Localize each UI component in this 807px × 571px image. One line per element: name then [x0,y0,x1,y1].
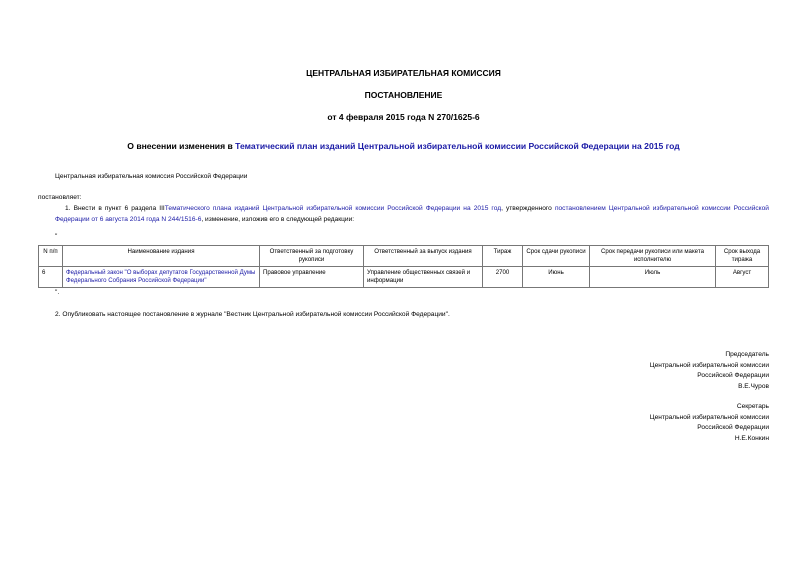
quote-open: " [55,233,58,240]
resolves-text: постановляет: [38,194,82,201]
item-1-text-a: 1. Внести в пункт 6 раздела III [65,205,165,212]
cell-prep: Правовое управление [260,267,364,288]
cell-manuscript: Июнь [523,267,590,288]
col-header-copies: Тираж [483,246,523,267]
cell-output: Август [716,267,769,288]
document-date-number: от 4 февраля 2015 года N 270/1625-6 [327,112,480,122]
item-1-plan-link[interactable]: Тематического плана изданий Центральной избирательной комиссии Российской Федерации на 2015 год [164,205,502,212]
document-type: ПОСТАНОВЛЕНИЕ [364,90,443,100]
cell-copies: 2700 [483,267,523,288]
item-1-paragraph [55,203,769,225]
plan-table [38,245,769,288]
signature-org-line-1: Центральной избирательной комиссии [649,361,769,369]
item-1-text-c: , изменение, изложив его в следующей редакции: [201,216,355,223]
col-header-num: N п/п [39,246,63,267]
signature-org-line-1: Центральной избирательной комиссии [649,413,769,421]
commission-name: Центральная избирательная комиссия Российской Федерации [55,173,248,180]
col-header-prep: Ответственный за подготовку рукописи [260,246,364,267]
item-1-text-b: , утвержденного [501,205,555,212]
item-1-resolution-link[interactable]: постановлением Центральной избирательной комиссии Российской Федерации от 6 августа 2014 года N 244/1516-6 [55,205,769,223]
col-header-transfer: Срок передачи рукописи или макета исполнителю [590,246,716,267]
signature-role: Председатель [725,351,769,358]
organization-heading: ЦЕНТРАЛЬНАЯ ИЗБИРАТЕЛЬНАЯ КОМИССИЯ [306,68,501,78]
cell-num: 6 [39,267,63,288]
col-header-release: Ответственный за выпуск издания [364,246,483,267]
col-header-manuscript: Срок сдачи рукописи [523,246,590,267]
table-header-row [39,246,769,267]
signature-role: Секретарь [736,403,769,410]
title-prefix: О внесении изменения в [127,141,236,151]
signature-chairman [569,350,769,392]
signature-secretary [569,402,769,444]
signature-name: Н.Е.Конкин [734,434,769,442]
cell-transfer: Июль [590,267,716,288]
item-2-paragraph: 2. Опубликовать настоящее постановление в журнале "Вестник Центральной избирательной комиссии Российской Федерации". [55,311,450,318]
col-header-name: Наименование издания [63,246,260,267]
document-title [0,141,807,151]
signature-name: В.Е.Чуров [738,382,769,390]
signature-org-line-2: Российской Федерации [697,372,769,379]
cell-name-link[interactable]: Федеральный закон "О выборах депутатов Государственной Думы Федерального Собрания Российской Федерации" [63,267,260,288]
cell-release: Управление общественных связей и информации [364,267,483,288]
signature-org-line-2: Российской Федерации [697,424,769,431]
table-row [39,267,769,288]
quote-close: ". [55,289,60,296]
title-link[interactable]: Тематический план изданий Центральной избирательной комиссии Российской Федерации на 2015 год [235,141,680,151]
col-header-output: Срок выхода тиража [716,246,769,267]
